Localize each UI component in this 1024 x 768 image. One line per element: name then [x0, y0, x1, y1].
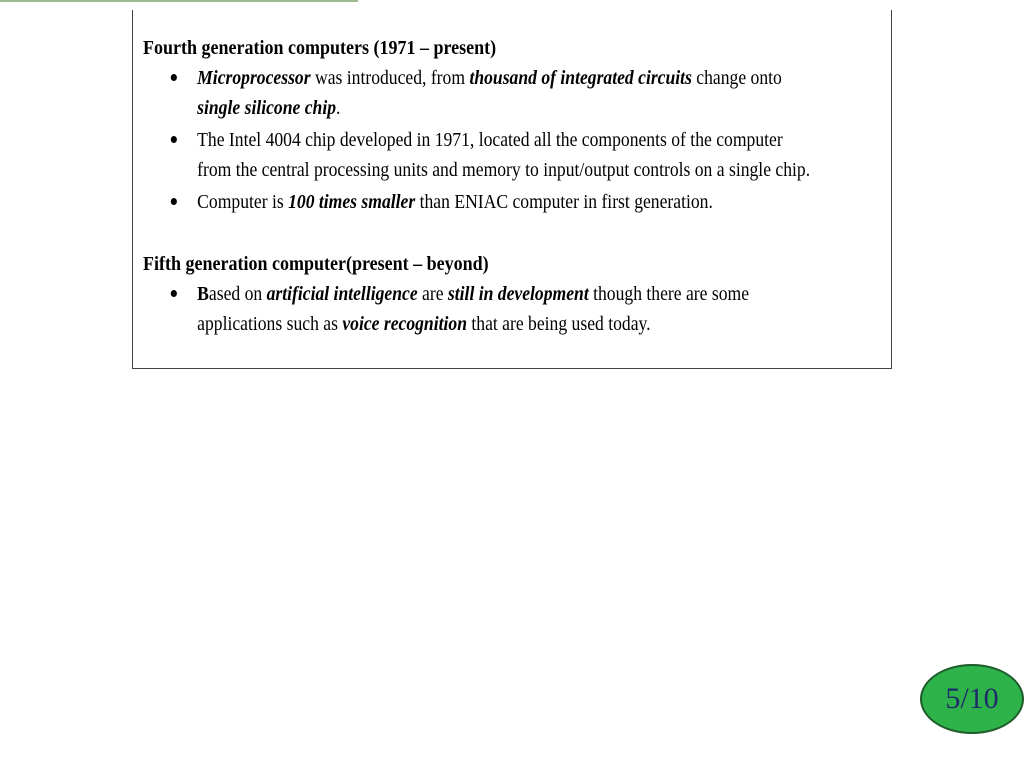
list-item	[169, 279, 749, 339]
bullet-line: applications such as voice recognition that are being used today.	[197, 313, 651, 335]
bullet-icon	[171, 74, 177, 81]
fourth-generation-heading: Fourth generation computers (1971 – present)	[143, 37, 497, 59]
bullet-line: from the central processing units and memory to input/output controls on a single chip.	[197, 159, 811, 181]
bullet-line: single silicone chip.	[197, 97, 341, 119]
slide-content-box	[132, 10, 892, 369]
fifth-generation-heading: Fifth generation computer(present – beyond)	[143, 253, 489, 275]
top-accent-rule	[0, 0, 358, 2]
fifth-generation-list	[169, 279, 828, 339]
list-item	[169, 187, 810, 217]
list-item	[169, 125, 810, 185]
bullet-icon	[171, 198, 177, 205]
bullet-line: Microprocessor was introduced, from thousand of integrated circuits change onto	[197, 67, 782, 89]
bullet-icon	[171, 290, 177, 297]
bullet-line: Based on artificial intelligence are still in development though there are some	[197, 283, 750, 305]
list-item	[169, 63, 810, 123]
bullet-line: Computer is 100 times smaller than ENIAC computer in first generation.	[197, 191, 713, 213]
bullet-line: The Intel 4004 chip developed in 1971, located all the components of the computer	[197, 129, 783, 151]
fourth-generation-list	[169, 63, 898, 217]
bullet-icon	[171, 136, 177, 143]
page-number-badge: 5/10	[920, 664, 1024, 734]
